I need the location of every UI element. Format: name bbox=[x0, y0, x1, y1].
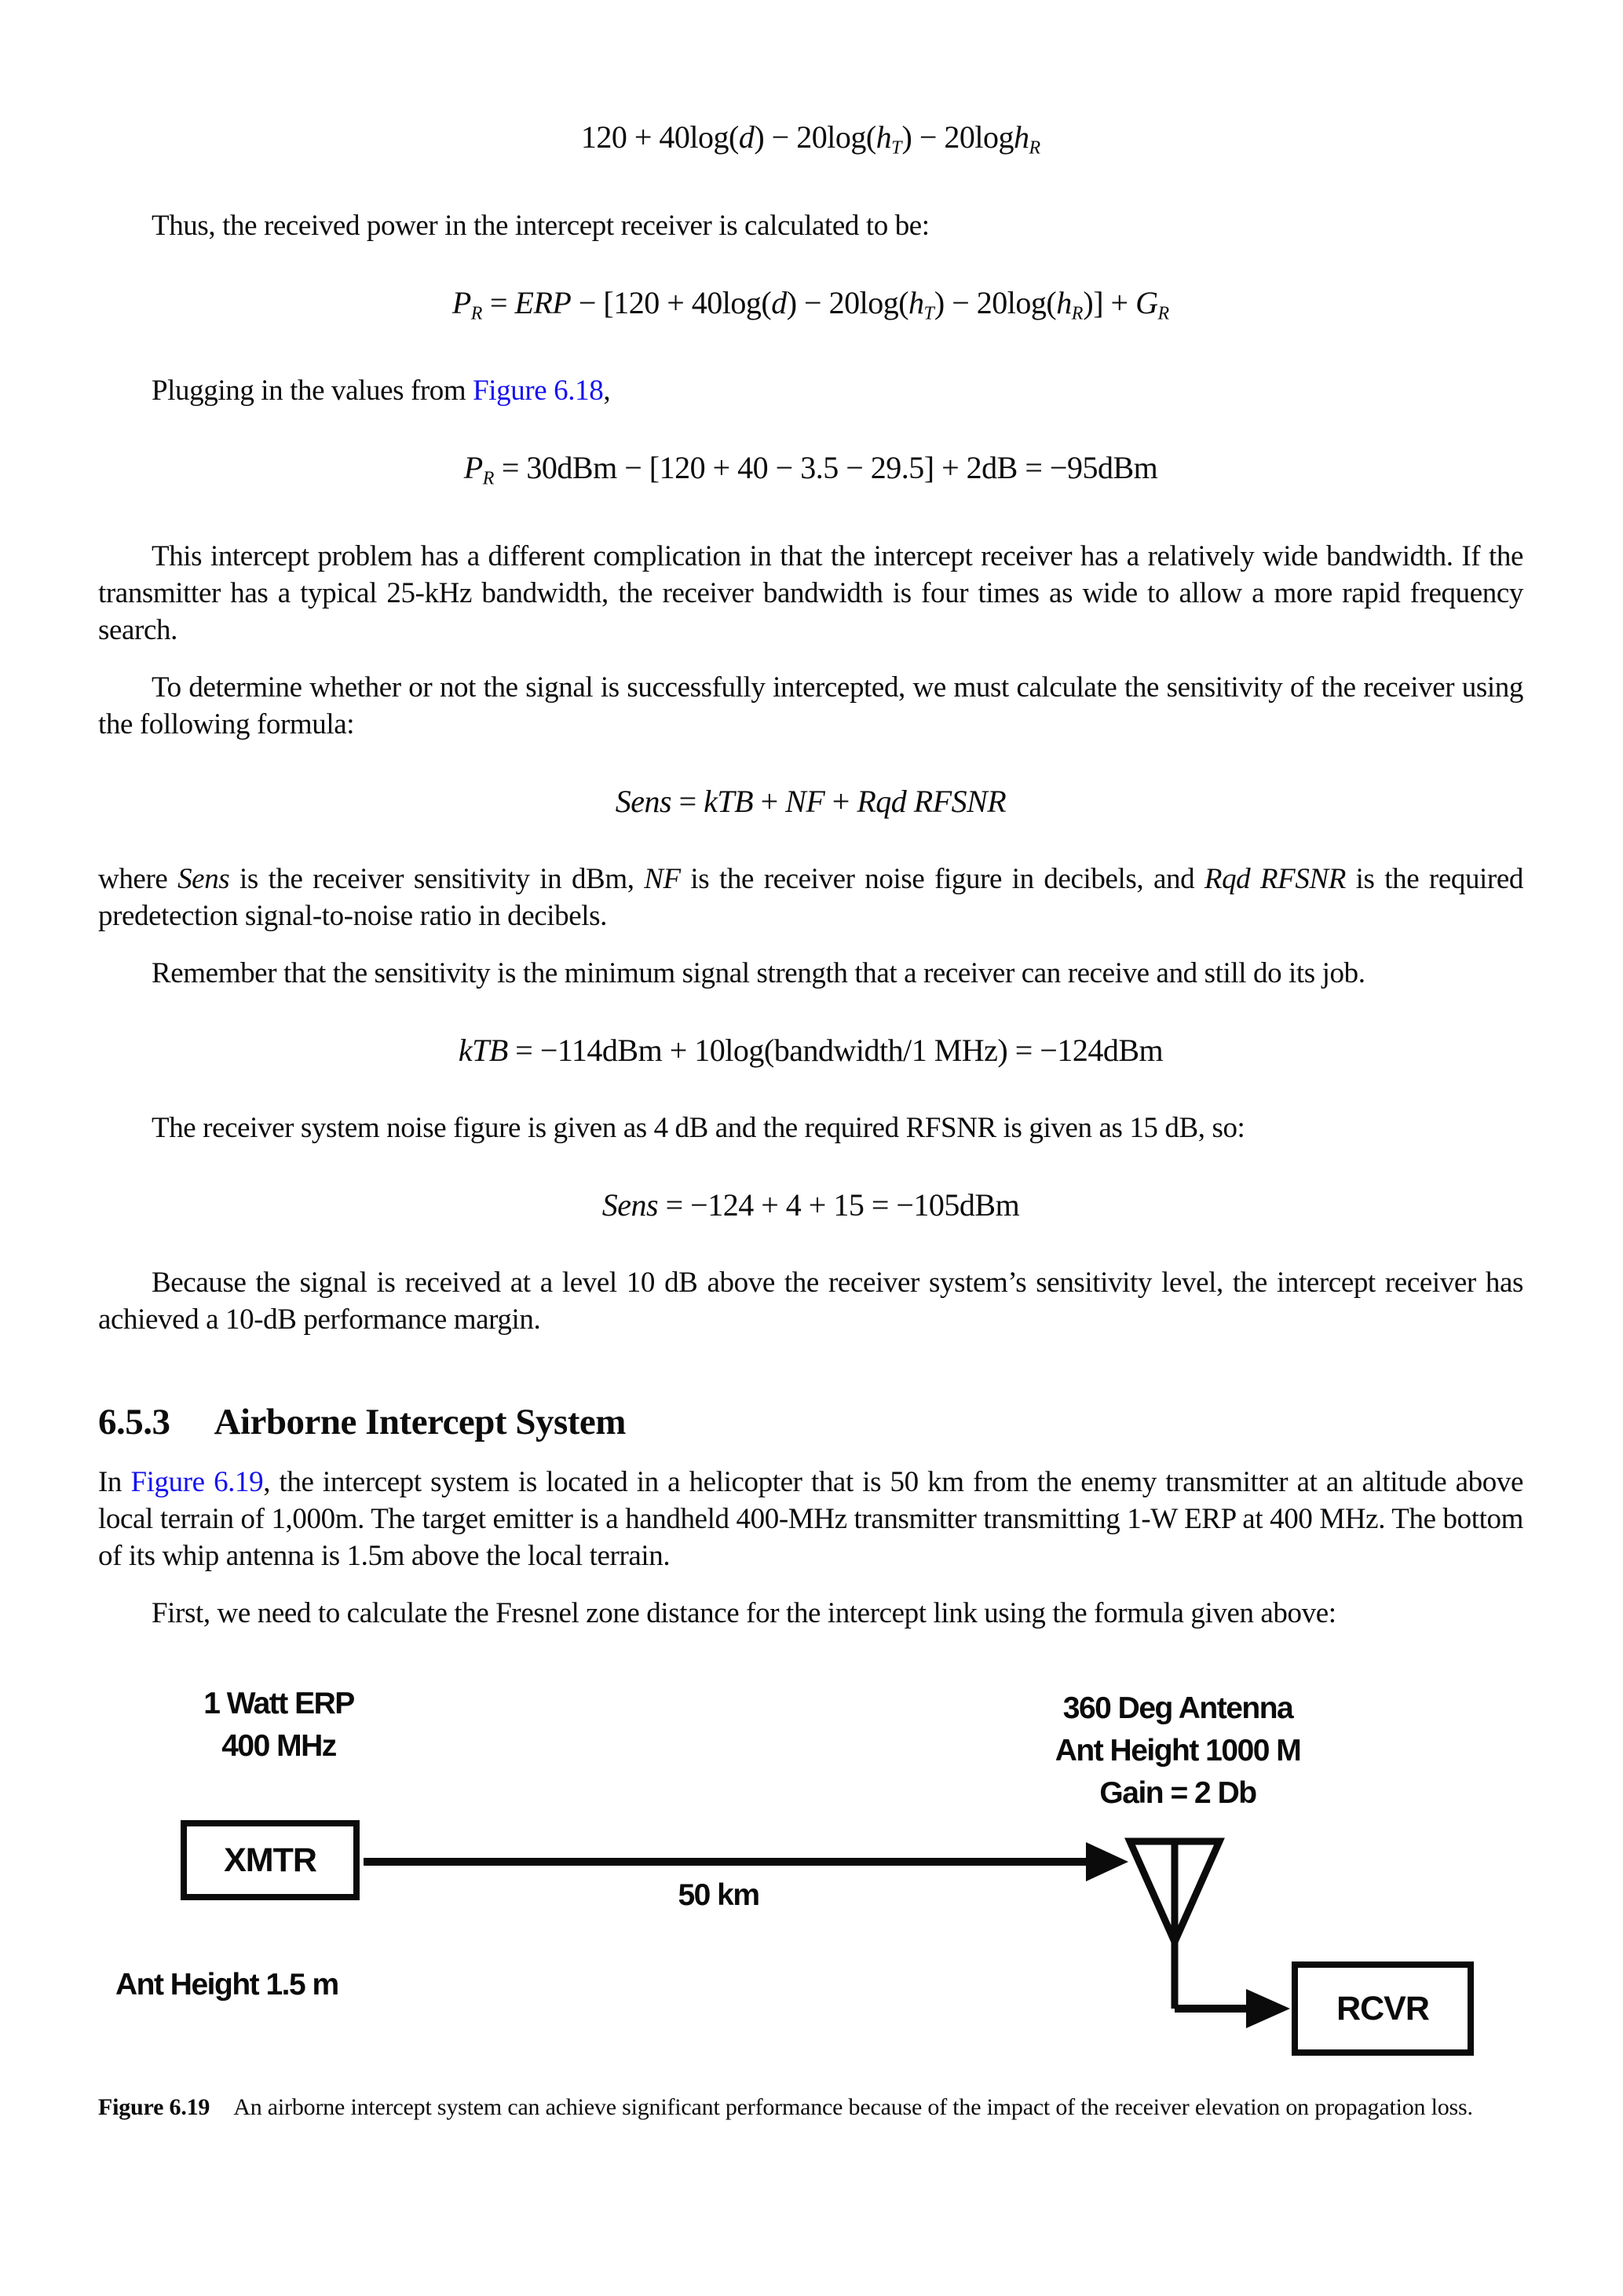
text-run: In bbox=[98, 1466, 131, 1499]
subscript: R bbox=[1157, 303, 1170, 324]
text-run: , the intercept system is located in a helicopter that is 50 km from the enemy transmitter at an altitude above local terrain of 1,000m. The target emitter is a handheld 400-MHz transmitter transmitting 1-W ERP at 400 MHz. The bottom of its whip antenna is 1.5m above the local terrain. bbox=[98, 1466, 1524, 1573]
tx-antenna-height-label: Ant Height 1.5 m bbox=[115, 1968, 338, 2002]
text-run: ) − 20log( bbox=[934, 284, 1057, 320]
figure-caption bbox=[98, 2091, 1523, 2123]
text-run: Plugging in the values from bbox=[152, 375, 473, 408]
rx-antenna-type-label: 360 Deg Antenna bbox=[1062, 1691, 1293, 1726]
formula-received-power-general bbox=[98, 282, 1523, 335]
text-run: P bbox=[451, 284, 471, 320]
tx-frequency-label: 400 MHz bbox=[221, 1729, 336, 1764]
text-run: h bbox=[1056, 284, 1072, 320]
text-run: ) − 20log( bbox=[754, 119, 876, 155]
paragraph-where-sens bbox=[98, 861, 1523, 934]
figure-caption-label: Figure 6.19 bbox=[98, 2094, 210, 2121]
figure-6-19-diagram bbox=[98, 1675, 1523, 2067]
section-number: 6.5.3 bbox=[98, 1402, 170, 1443]
text-run: = bbox=[671, 784, 704, 820]
feed-arrowhead bbox=[1246, 1989, 1290, 2028]
paragraph-remember: Remember that the sensitivity is the minimum signal strength that a receiver can receive and still do its job. bbox=[152, 957, 1365, 990]
text-run: Rqd RFSNR bbox=[857, 784, 1007, 820]
text-run: h bbox=[908, 284, 924, 320]
text-run: Sens bbox=[177, 863, 230, 896]
text-run: − [120 + 40log( bbox=[571, 284, 772, 320]
text-run: where bbox=[98, 863, 178, 896]
text-run: + bbox=[824, 784, 857, 820]
text-run: NF bbox=[644, 863, 681, 896]
subscript: R bbox=[1071, 303, 1084, 324]
text-run: Rqd RFSNR bbox=[1204, 863, 1346, 896]
formula-received-power-values bbox=[98, 447, 1523, 500]
figure-caption-text: An airborne intercept system can achieve significant performance because of the impact of the receiver elevation on propagation loss. bbox=[233, 2094, 1473, 2121]
rx-antenna-gain-label: Gain = 2 Db bbox=[1099, 1776, 1256, 1811]
text-run: kTB bbox=[458, 1033, 508, 1069]
text-run: G bbox=[1135, 284, 1158, 320]
paragraph-noise-figure: The receiver system noise figure is given as 4 dB and the required RFSNR is given as 15 dB, so: bbox=[152, 1112, 1245, 1145]
subscript: T bbox=[923, 303, 934, 324]
text-run: kTB bbox=[704, 784, 754, 820]
section-title: Airborne Intercept System bbox=[214, 1402, 626, 1443]
paragraph-first: First, we need to calculate the Fresnel zone distance for the intercept link using the formula given above: bbox=[152, 1597, 1336, 1630]
distance-label: 50 km bbox=[678, 1878, 759, 1913]
text-run: + bbox=[753, 784, 786, 820]
xmtr-box: XMTR bbox=[181, 1820, 360, 1900]
text-run: P bbox=[463, 450, 483, 486]
tx-erp-label: 1 Watt ERP bbox=[203, 1687, 354, 1721]
subscript: R bbox=[482, 469, 495, 490]
paragraph-to-determine: To determine whether or not the signal is successfully intercepted, we must calculate the sensitivity of the receiver using the following formula: bbox=[98, 671, 1523, 741]
text-run: is the receiver sensitivity in dBm, bbox=[229, 863, 645, 896]
paragraph-intercept-problem: This intercept problem has a different complication in that the intercept receiver has a relatively wide bandwidth. If the transmitter has a typical 25-kHz bandwidth, the receiver bandwidth is four times as wide to allow a more rapid frequency search. bbox=[98, 540, 1523, 647]
formula-sensitivity-definition bbox=[98, 781, 1523, 823]
text-run: = −114dBm + 10log(bandwidth/1 MHz) = −124dBm bbox=[507, 1033, 1164, 1069]
text-run: )] + bbox=[1083, 284, 1136, 320]
paragraph-because: Because the signal is received at a level 10 dB above the receiver system’s sensitivity level, the intercept receiver has achieved a 10-dB performance margin. bbox=[98, 1267, 1523, 1336]
rx-antenna-height-label: Ant Height 1000 M bbox=[1055, 1734, 1301, 1768]
text-run: is the required predetection signal-to-noise ratio in decibels. bbox=[98, 863, 1523, 933]
section-heading bbox=[98, 1401, 1523, 1443]
formula-path-loss bbox=[98, 116, 1523, 170]
figure-ref-link[interactable]: Figure 6.19 bbox=[130, 1466, 264, 1499]
text-run: ERP bbox=[514, 284, 572, 320]
figure-ref-link[interactable]: Figure 6.18 bbox=[473, 375, 604, 408]
rcvr-box: RCVR bbox=[1292, 1961, 1474, 2056]
signal-path-arrowhead bbox=[1086, 1842, 1128, 1881]
text-run: is the receiver noise figure in decibels, and bbox=[680, 863, 1204, 896]
subscript: R bbox=[1029, 137, 1041, 159]
text-run: = 30dBm − [120 + 40 − 3.5 − 29.5] + 2dB = −95dBm bbox=[494, 450, 1158, 486]
text-run: h bbox=[1014, 119, 1029, 155]
transmitter-params-label bbox=[173, 1683, 385, 1768]
text-run: 120 + 40log( bbox=[580, 119, 739, 155]
formula-sensitivity-values bbox=[98, 1184, 1523, 1227]
subscript: R bbox=[470, 303, 483, 324]
text-run: Sens bbox=[601, 1187, 659, 1223]
receiver-antenna-params-label bbox=[1025, 1687, 1331, 1815]
subscript: T bbox=[891, 137, 902, 159]
text-run: = −124 + 4 + 15 = −105dBm bbox=[658, 1187, 1020, 1223]
text-run: h bbox=[875, 119, 892, 155]
text-run: d bbox=[771, 284, 787, 320]
text-run: ) − 20log bbox=[901, 119, 1014, 155]
text-run: NF bbox=[785, 784, 825, 820]
paragraph-in-figure bbox=[98, 1464, 1523, 1574]
text-run: ) − 20log( bbox=[786, 284, 909, 320]
paragraph-plugging bbox=[98, 372, 1523, 409]
text-run: = bbox=[482, 284, 515, 320]
text-run: , bbox=[603, 375, 611, 408]
text-run: d bbox=[738, 119, 755, 155]
text-run: Sens bbox=[615, 784, 672, 820]
paragraph-thus: Thus, the received power in the intercept receiver is calculated to be: bbox=[152, 209, 930, 242]
formula-ktb bbox=[98, 1029, 1523, 1072]
